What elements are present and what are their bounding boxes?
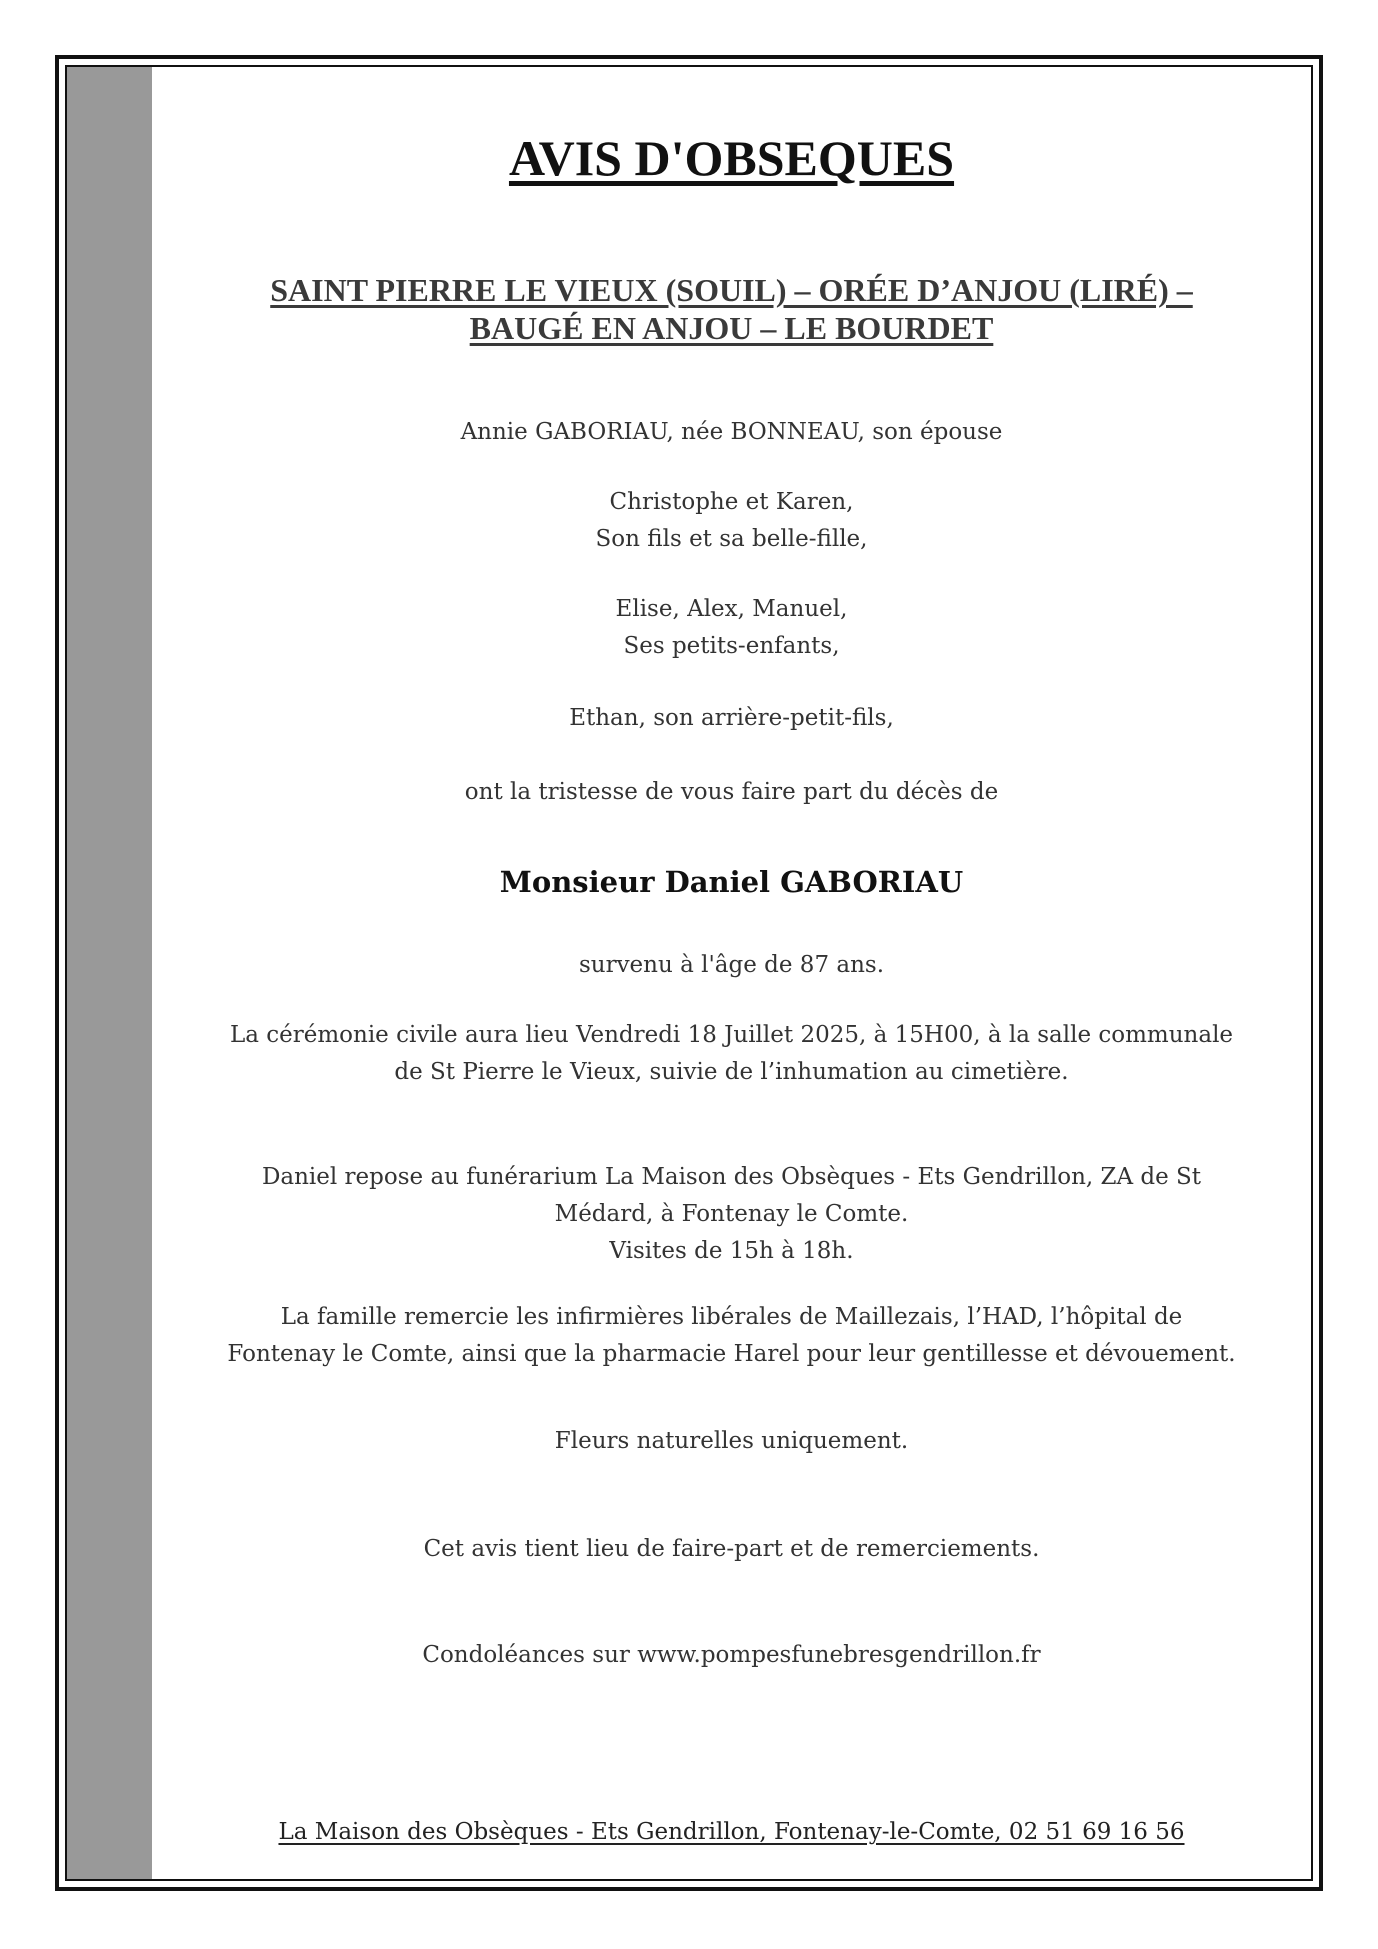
document-frame bbox=[55, 55, 1323, 1891]
spouse-text: Annie GABORIAU, née BONNEAU, son épouse bbox=[460, 419, 1003, 445]
rest-block bbox=[152, 1159, 1311, 1270]
locality-line-2: BAUGÉ EN ANJOU – LE BOURDET bbox=[469, 310, 994, 346]
rest-line-3: Visites de 15h à 18h. bbox=[609, 1238, 854, 1264]
children-relation: Son fils et sa belle-fille, bbox=[595, 526, 868, 552]
grandchildren-block bbox=[152, 591, 1311, 665]
document-inner-frame bbox=[65, 65, 1313, 1881]
notice-content bbox=[152, 67, 1311, 1879]
side-bar bbox=[67, 67, 152, 1879]
notice-note-text: Cet avis tient lieu de faire-part et de remerciements. bbox=[423, 1536, 1040, 1562]
flowers-text: Fleurs naturelles uniquement. bbox=[554, 1428, 909, 1454]
notice-title: AVIS D'OBSEQUES bbox=[508, 130, 955, 186]
rest-line-1: Daniel repose au funérarium La Maison des Obsèques - Ets Gendrillon, ZA de St bbox=[261, 1164, 1202, 1190]
deceased-name: Monsieur Daniel GABORIAU bbox=[499, 865, 964, 899]
spouse-line bbox=[152, 414, 1311, 451]
age-line bbox=[152, 947, 1311, 984]
condolences-text: Condoléances sur www.pompesfunebresgendrillon.fr bbox=[422, 1642, 1041, 1668]
footer-funeral-home: La Maison des Obsèques - Ets Gendrillon, Fontenay-le-Comte, 02 51 69 16 56 bbox=[278, 1819, 1185, 1845]
flowers-line bbox=[152, 1423, 1311, 1460]
thanks-block bbox=[152, 1299, 1311, 1373]
condolences-line bbox=[152, 1637, 1311, 1674]
thanks-line-2: Fontenay le Comte, ainsi que la pharmacie Harel pour leur gentillesse et dévouement. bbox=[227, 1341, 1236, 1367]
thanks-line-1: La famille remercie les infirmières libérales de Maillezais, l’HAD, l’hôpital de bbox=[280, 1304, 1183, 1330]
grandchildren-relation: Ses petits-enfants, bbox=[623, 633, 840, 659]
great-grandchild-text: Ethan, son arrière-petit-fils, bbox=[569, 705, 894, 731]
notice-note-line bbox=[152, 1531, 1311, 1568]
rest-line-2: Médard, à Fontenay le Comte. bbox=[554, 1201, 909, 1227]
ceremony-line-2: de St Pierre le Vieux, suivie de l’inhumation au cimetière. bbox=[394, 1059, 1069, 1085]
ceremony-block bbox=[152, 1017, 1311, 1091]
children-names: Christophe et Karen, bbox=[609, 489, 854, 515]
announcement-line bbox=[152, 774, 1311, 811]
locality-heading bbox=[152, 271, 1311, 347]
grandchildren-names: Elise, Alex, Manuel, bbox=[615, 596, 848, 622]
ceremony-line-1: La cérémonie civile aura lieu Vendredi 18 Juillet 2025, à 15H00, à la salle communale bbox=[229, 1022, 1234, 1048]
locality-line-1: SAINT PIERRE LE VIEUX (SOUIL) – ORÉE D’ANJOU (LIRÉ) – bbox=[270, 272, 1193, 308]
children-block bbox=[152, 484, 1311, 558]
announcement-text: ont la tristesse de vous faire part du décès de bbox=[464, 779, 999, 805]
age-text: survenu à l'âge de 87 ans. bbox=[578, 952, 885, 978]
great-grandchild-line bbox=[152, 700, 1311, 737]
